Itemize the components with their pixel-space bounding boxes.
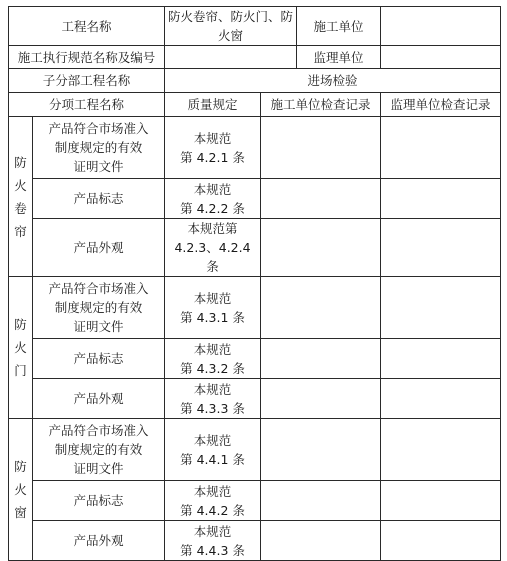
construction-record-cell [261, 117, 381, 179]
quality-rule-cell: 本规范 第 4.2.2 条 [165, 179, 261, 219]
quality-rule-cell: 本规范 第 4.3.1 条 [165, 277, 261, 339]
column-header-row [9, 93, 501, 117]
table-row [9, 419, 501, 481]
standard-value [165, 46, 297, 69]
group-name-char: 火 [14, 340, 27, 355]
group-name-char: 门 [14, 363, 27, 378]
construction-record-cell [261, 339, 381, 379]
group-name-char: 防 [14, 459, 27, 474]
project-name-value: 防火卷帘、防火门、防火窗 [165, 7, 297, 46]
construction-unit-value [381, 7, 501, 46]
table-row [9, 481, 501, 521]
quality-rule-cell: 本规范 第 4.3.2 条 [165, 339, 261, 379]
sub-project-label: 子分部工程名称 [9, 69, 165, 93]
quality-rule-cell: 本规范第 4.2.3、4.2.4 条 [165, 219, 261, 277]
item-name-cell: 产品符合市场准入 制度规定的有效 证明文件 [33, 419, 165, 481]
group-name-cell [9, 419, 33, 561]
header-row-standard [9, 46, 501, 69]
table-row [9, 339, 501, 379]
quality-rule-cell: 本规范 第 4.4.3 条 [165, 521, 261, 561]
group-name-char: 帘 [14, 223, 27, 239]
item-name-cell: 产品标志 [33, 179, 165, 219]
group-name-char: 火 [14, 177, 27, 193]
supervision-record-cell [381, 339, 501, 379]
item-name-cell: 产品标志 [33, 339, 165, 379]
inspection-form-table [8, 6, 501, 561]
construction-record-cell [261, 219, 381, 277]
table-row [9, 179, 501, 219]
supervision-record-cell [381, 521, 501, 561]
group-name-char: 防 [14, 317, 27, 332]
supervision-record-cell [381, 277, 501, 339]
column-header-supervision-record: 监理单位检查记录 [381, 93, 501, 117]
construction-unit-label: 施工单位 [297, 7, 381, 46]
supervision-record-cell [381, 117, 501, 179]
standard-label: 施工执行规范名称及编号 [9, 46, 165, 69]
sub-project-value: 进场检验 [165, 69, 501, 93]
project-name-label: 工程名称 [9, 7, 165, 46]
item-name-cell: 产品外观 [33, 379, 165, 419]
group-name-char: 防 [14, 154, 27, 170]
group-name-char: 卷 [14, 200, 27, 216]
group-name-char: 窗 [14, 505, 27, 520]
supervision-unit-value [381, 46, 501, 69]
item-name-cell: 产品符合市场准入 制度规定的有效 证明文件 [33, 117, 165, 179]
item-name-cell: 产品标志 [33, 481, 165, 521]
quality-rule-cell: 本规范 第 4.4.1 条 [165, 419, 261, 481]
table-row [9, 521, 501, 561]
quality-rule-cell: 本规范 第 4.2.1 条 [165, 117, 261, 179]
group-name-cell [9, 117, 33, 277]
supervision-record-cell [381, 219, 501, 277]
header-row-subproject [9, 69, 501, 93]
table-row [9, 277, 501, 339]
item-name-cell: 产品符合市场准入 制度规定的有效 证明文件 [33, 277, 165, 339]
quality-rule-cell: 本规范 第 4.3.3 条 [165, 379, 261, 419]
supervision-unit-label: 监理单位 [297, 46, 381, 69]
item-name-cell: 产品外观 [33, 521, 165, 561]
construction-record-cell [261, 419, 381, 481]
header-row-project [9, 7, 501, 46]
table-row [9, 379, 501, 419]
item-name-cell: 产品外观 [33, 219, 165, 277]
construction-record-cell [261, 179, 381, 219]
table-row [9, 219, 501, 277]
construction-record-cell [261, 481, 381, 521]
column-header-quality: 质量规定 [165, 93, 261, 117]
supervision-record-cell [381, 379, 501, 419]
column-header-item: 分项工程名称 [9, 93, 165, 117]
table-row [9, 117, 501, 179]
column-header-construction-record: 施工单位检查记录 [261, 93, 381, 117]
supervision-record-cell [381, 481, 501, 521]
group-name-char: 火 [14, 482, 27, 497]
quality-rule-cell: 本规范 第 4.4.2 条 [165, 481, 261, 521]
group-name-cell [9, 277, 33, 419]
supervision-record-cell [381, 419, 501, 481]
supervision-record-cell [381, 179, 501, 219]
construction-record-cell [261, 277, 381, 339]
construction-record-cell [261, 379, 381, 419]
construction-record-cell [261, 521, 381, 561]
